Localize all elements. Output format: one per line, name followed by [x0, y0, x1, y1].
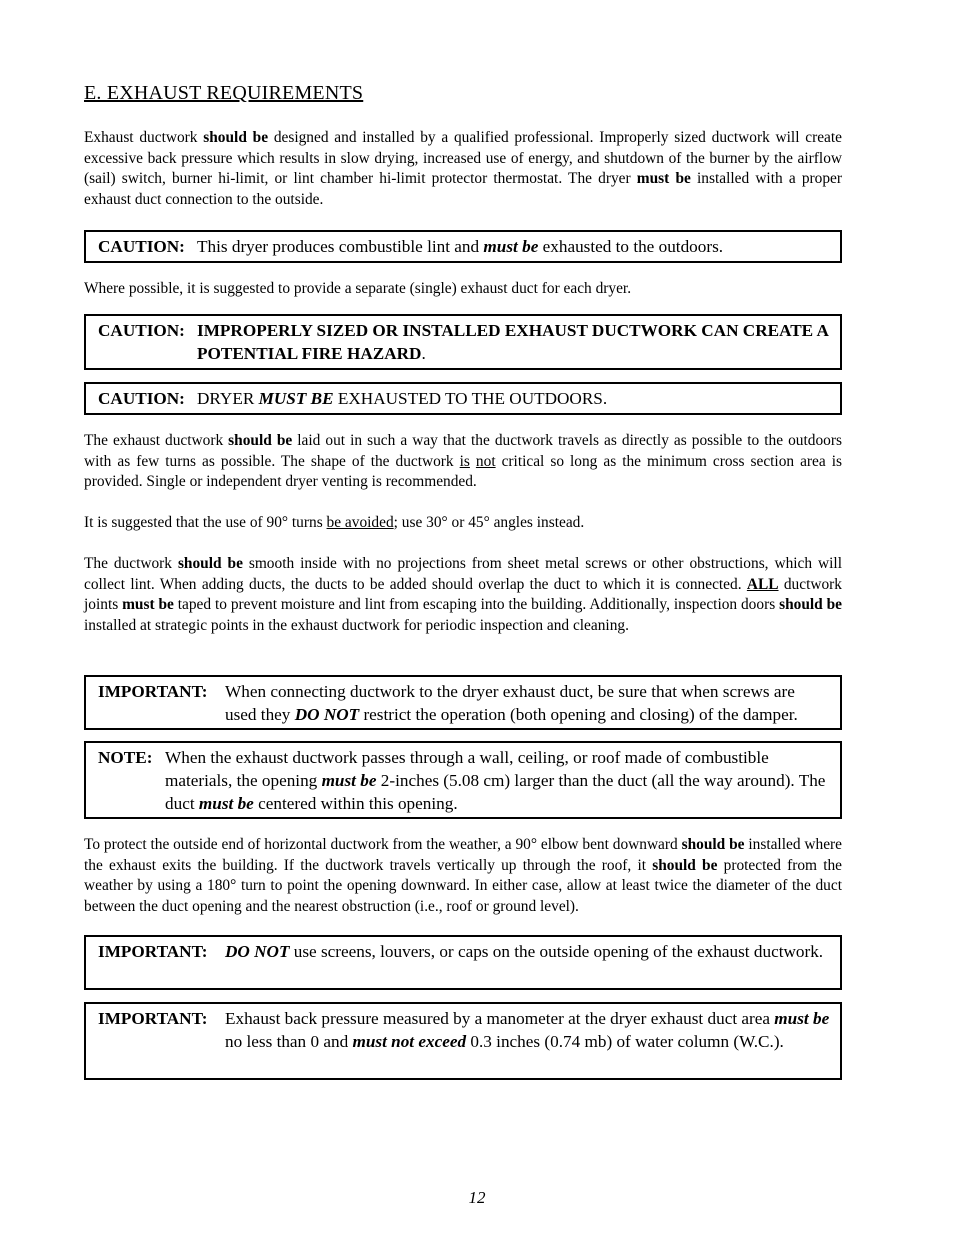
text: smooth inside with no projections from sheet metal screws or other obstructions, which will collect lint. When adding ducts, the ducts to be added should overlap the duct to which it is connected. — [84, 555, 842, 593]
emphasis: must be — [636, 170, 691, 188]
emphasis: DO NOT — [294, 704, 360, 724]
turns-paragraph — [84, 513, 842, 534]
underlined-text: not — [475, 452, 496, 470]
emphasis: must be — [483, 237, 539, 256]
emphasis: should be — [228, 432, 293, 449]
text: centered within this opening. — [253, 793, 458, 813]
page-number: 12 — [468, 1188, 486, 1207]
text: critical so long as the minimum cross section area is provided. Single or independent dryer venting is recommended. — [84, 452, 842, 491]
text: no less than 0 and — [225, 1031, 353, 1051]
important-label: IMPORTANT: — [98, 942, 208, 961]
note-label: NOTE: — [98, 748, 153, 767]
emphasis: must be — [122, 596, 174, 614]
separate-duct-paragraph: Where possible, it is suggested to provide a separate (single) exhaust duct for each dryer. — [84, 280, 632, 297]
text: DRYER — [197, 389, 259, 408]
caution-text — [197, 236, 830, 259]
text: Exhaust back pressure measured by a manometer at the dryer exhaust duct area — [225, 1009, 775, 1028]
smooth-ductwork-paragraph — [84, 554, 842, 636]
text: ; use 30° or 45° angles instead. — [393, 514, 585, 531]
text: Exhaust ductwork — [84, 129, 204, 146]
text: designed and installed by a qualified professional. Improperly sized ductwork will create excessive back pressure which results in slow drying, increased use of energy, and shutdown of the burner by the airflow (sail) switch, burner hi-limit, or lint chamber hi-limit protector thermostat. The dryer — [84, 129, 842, 188]
text: This dryer produces combustible lint and — [197, 237, 484, 256]
important-box-screws — [84, 675, 842, 730]
underlined-text: is — [459, 452, 470, 470]
text: use screens, louvers, or caps on the outside opening of the exhaust ductwork. — [289, 942, 824, 961]
caution-label: CAUTION: — [98, 389, 185, 408]
text: taped to prevent moisture and lint from escaping into the building. Additionally, inspection doors — [173, 596, 780, 614]
text: When the exhaust ductwork passes through a wall, ceiling, or roof made of combustible materials, the opening — [165, 748, 769, 790]
underlined-emphasis: ALL — [746, 575, 779, 593]
text: The exhaust ductwork — [84, 432, 229, 449]
text: protected from the weather by using a 180° turn to point the opening downward. In either case, allow at least twice the diameter of the duct between the duct opening and the nearest obstruction (i.e., roof or ground level). — [84, 856, 842, 915]
emphasis: should be — [203, 129, 269, 146]
important-text — [225, 941, 830, 964]
text: To protect the outside end of horizontal ductwork from the weather, a 90° elbow bent downward — [84, 836, 682, 853]
text: 0.3 inches (0.74 mb) of water column (W.C.). — [466, 1031, 784, 1051]
note-box-combustible — [84, 741, 842, 819]
emphasis: must be — [198, 793, 254, 813]
text: installed at strategic points in the exhaust ductwork for periodic inspection and cleaning. — [84, 616, 629, 634]
important-label: IMPORTANT: — [98, 1009, 208, 1028]
text: 2-inches (5.08 cm) larger than the duct (all the way around). The duct — [165, 770, 826, 813]
text: laid out in such a way that the ductwork travels as directly as possible to the outdoors with as few turns as possible. The shape of the ductwork — [84, 432, 842, 470]
caution-label: CAUTION: — [98, 237, 185, 256]
text: exhausted to the outdoors. — [538, 237, 724, 256]
text: ductwork joints — [84, 575, 842, 614]
emphasis: should be — [652, 856, 718, 874]
emphasis: must not exceed — [352, 1031, 467, 1051]
emphasis: should be — [779, 596, 842, 614]
section-heading: E. EXHAUST REQUIREMENTS — [84, 82, 364, 104]
important-text — [225, 681, 830, 727]
note-text — [165, 747, 830, 815]
text: It is suggested that the use of 90° turns — [84, 514, 327, 531]
caution-box-outdoors — [84, 382, 842, 415]
text: When connecting ductwork to the dryer exhaust duct, be sure that when screws are used they — [225, 682, 795, 724]
text: IMPROPERLY SIZED OR INSTALLED EXHAUST DUCTWORK CAN CREATE A POTENTIAL FIRE HAZARD — [197, 321, 828, 363]
important-box-screens — [84, 935, 842, 990]
text: installed with a proper exhaust duct connection to the outside. — [84, 170, 843, 208]
emphasis: MUST BE — [258, 389, 334, 408]
emphasis: should be — [681, 836, 745, 853]
text: EXHAUSTED TO THE OUTDOORS. — [333, 389, 608, 408]
caution-text — [197, 388, 830, 411]
emphasis: should be — [177, 555, 243, 572]
caution-label: CAUTION: — [98, 321, 185, 340]
text: The ductwork — [84, 555, 178, 572]
emphasis: must be — [774, 1009, 830, 1028]
important-box-back-pressure — [84, 1002, 842, 1080]
text: . — [421, 343, 426, 363]
weather-protection-paragraph — [84, 835, 842, 917]
intro-paragraph — [84, 128, 842, 210]
caution-text — [197, 320, 830, 366]
underlined-text: be avoided — [326, 514, 394, 531]
emphasis: must be — [321, 770, 377, 790]
text: installed where the exhaust exits the building. If the ductwork travels vertically up through the roof, it — [84, 836, 842, 874]
important-text — [225, 1008, 830, 1054]
emphasis: DO NOT — [225, 942, 290, 961]
layout-paragraph — [84, 431, 842, 493]
important-label: IMPORTANT: — [98, 682, 208, 701]
text: restrict the operation (both opening and closing) of the damper. — [359, 704, 798, 724]
caution-box-lint — [84, 230, 842, 263]
caution-box-fire-hazard — [84, 314, 842, 370]
